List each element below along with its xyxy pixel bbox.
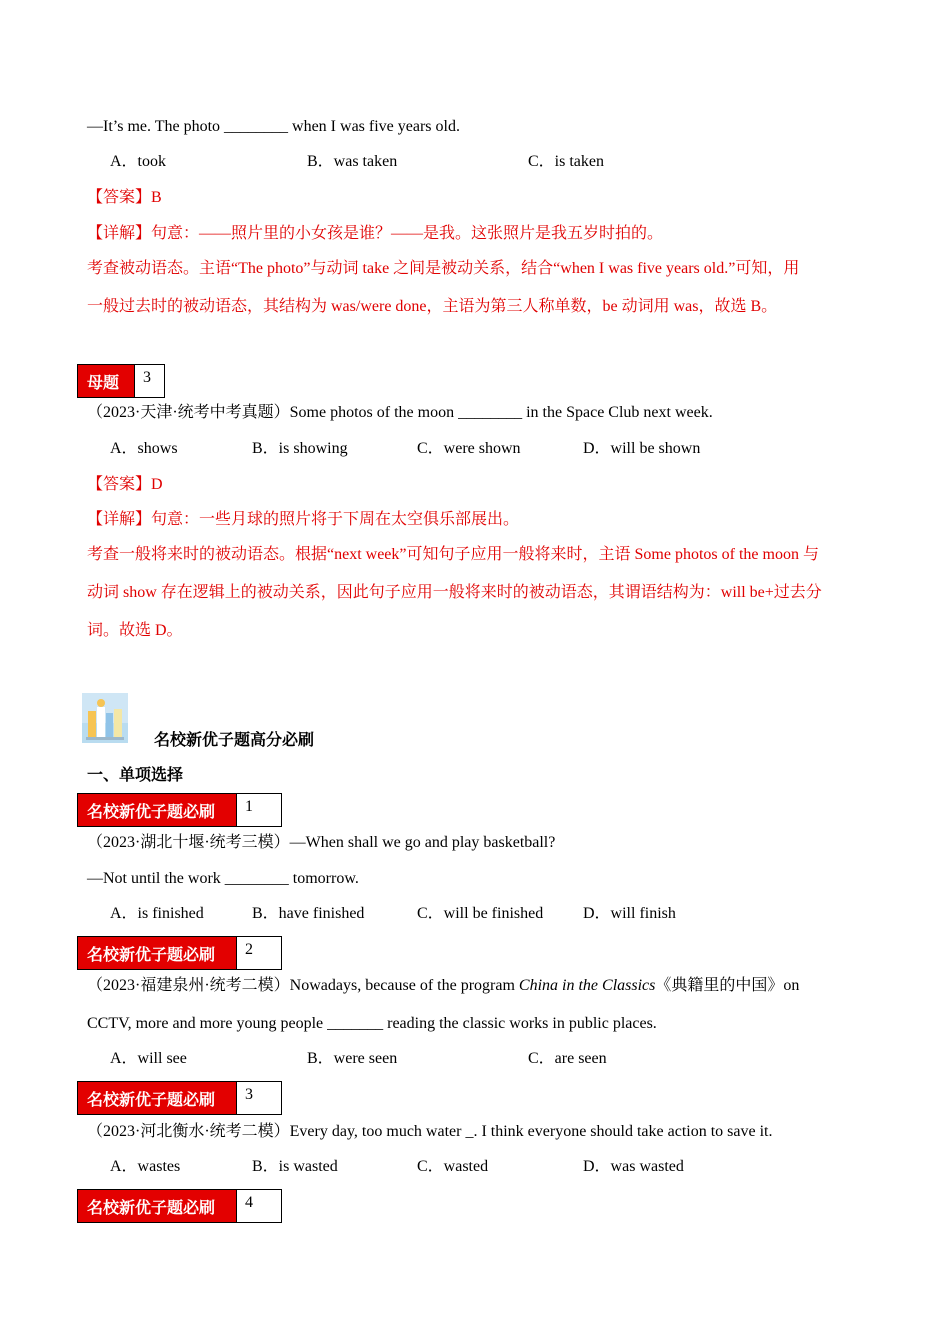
tag-label: 名校新优子题必刷 [77,936,236,970]
option-a: A．wastes [110,1158,181,1175]
tag-label: 母题 [77,364,134,398]
option-b: B．were seen [307,1050,398,1067]
option-c: C．were shown [417,440,521,457]
explanation-line: 考查一般将来时的被动语态。根据“next week”可知句子应用一般将来时，主语 Some photos of the moon 与 [87,546,819,563]
question-line: （2023·河北衡水·统考二模）Every day, too much water _. I think everyone should take action to save it. [87,1123,773,1140]
answer-line: 【答案】B [87,189,162,206]
option-b: B．is wasted [252,1158,338,1175]
option-c: C．are seen [528,1050,607,1067]
option-d: D．will be shown [583,440,701,457]
question-line: —Not until the work ________ tomorrow. [87,870,359,887]
program-title: China in the Classics [518,977,656,994]
question-tag [77,793,282,827]
question-line [87,975,799,997]
tag-number: 3 [134,364,165,398]
question-tag [77,1081,282,1115]
question-text: 《典籍里的中国》on [655,977,800,994]
answer-line: 【答案】D [87,476,163,493]
option-a: A．is finished [110,905,204,922]
question-line: —It’s me. The photo ________ when I was five years old. [87,118,460,135]
question-tag [77,936,282,970]
option-b: B．have finished [252,905,365,922]
option-a: A．shows [110,440,178,457]
option-b: B．is showing [252,440,348,457]
option-c: C．wasted [417,1158,489,1175]
section-subtitle: 一、单项选择 [87,767,184,784]
question-tag [77,364,165,398]
option-c: C．is taken [528,153,604,170]
explanation-line: 一般过去时的被动语态，其结构为 was/were done，主语为第三人称单数，be 动词用 was，故选 B。 [87,298,778,315]
explanation-line: 动词 show 存在逻辑上的被动关系，因此句子应用一般将来时的被动语态，其谓语结构为：will be+过去分 [87,584,822,601]
question-line: （2023·湖北十堰·统考三模）—When shall we go and play basketball? [87,834,556,851]
books-icon [82,693,128,743]
question-line: CCTV, more and more young people _______ reading the classic works in public places. [87,1015,657,1032]
tag-number: 2 [236,936,282,970]
question-line: （2023·天津·统考中考真题）Some photos of the moon ________ in the Space Club next week. [87,404,713,421]
tag-label: 名校新优子题必刷 [77,1081,236,1115]
option-d: D．will finish [583,905,676,922]
explanation-line: 词。故选 D。 [87,622,183,639]
option-c: C．will be finished [417,905,544,922]
option-b: B．was taken [307,153,398,170]
question-text: （2023·福建泉州·统考二模）Nowadays, because of the program [87,977,519,994]
option-d: D．was wasted [583,1158,684,1175]
tag-label: 名校新优子题必刷 [77,793,236,827]
explanation-line: 考查被动语态。主语“The photo”与动词 take 之间是被动关系，结合“when I was five years old.”可知，用 [87,260,800,277]
question-tag [77,1189,282,1223]
detail-line: 【详解】句意：——照片里的小女孩是谁？——是我。这张照片是我五岁时拍的。 [87,225,664,242]
tag-label: 名校新优子题必刷 [77,1189,236,1223]
option-a: A．took [110,153,167,170]
tag-number: 3 [236,1081,282,1115]
tag-number: 1 [236,793,282,827]
tag-number: 4 [236,1189,282,1223]
option-a: A．will see [110,1050,187,1067]
detail-line: 【详解】句意：一些月球的照片将于下周在太空俱乐部展出。 [87,511,520,528]
section-title: 名校新优子题高分必刷 [154,732,315,749]
